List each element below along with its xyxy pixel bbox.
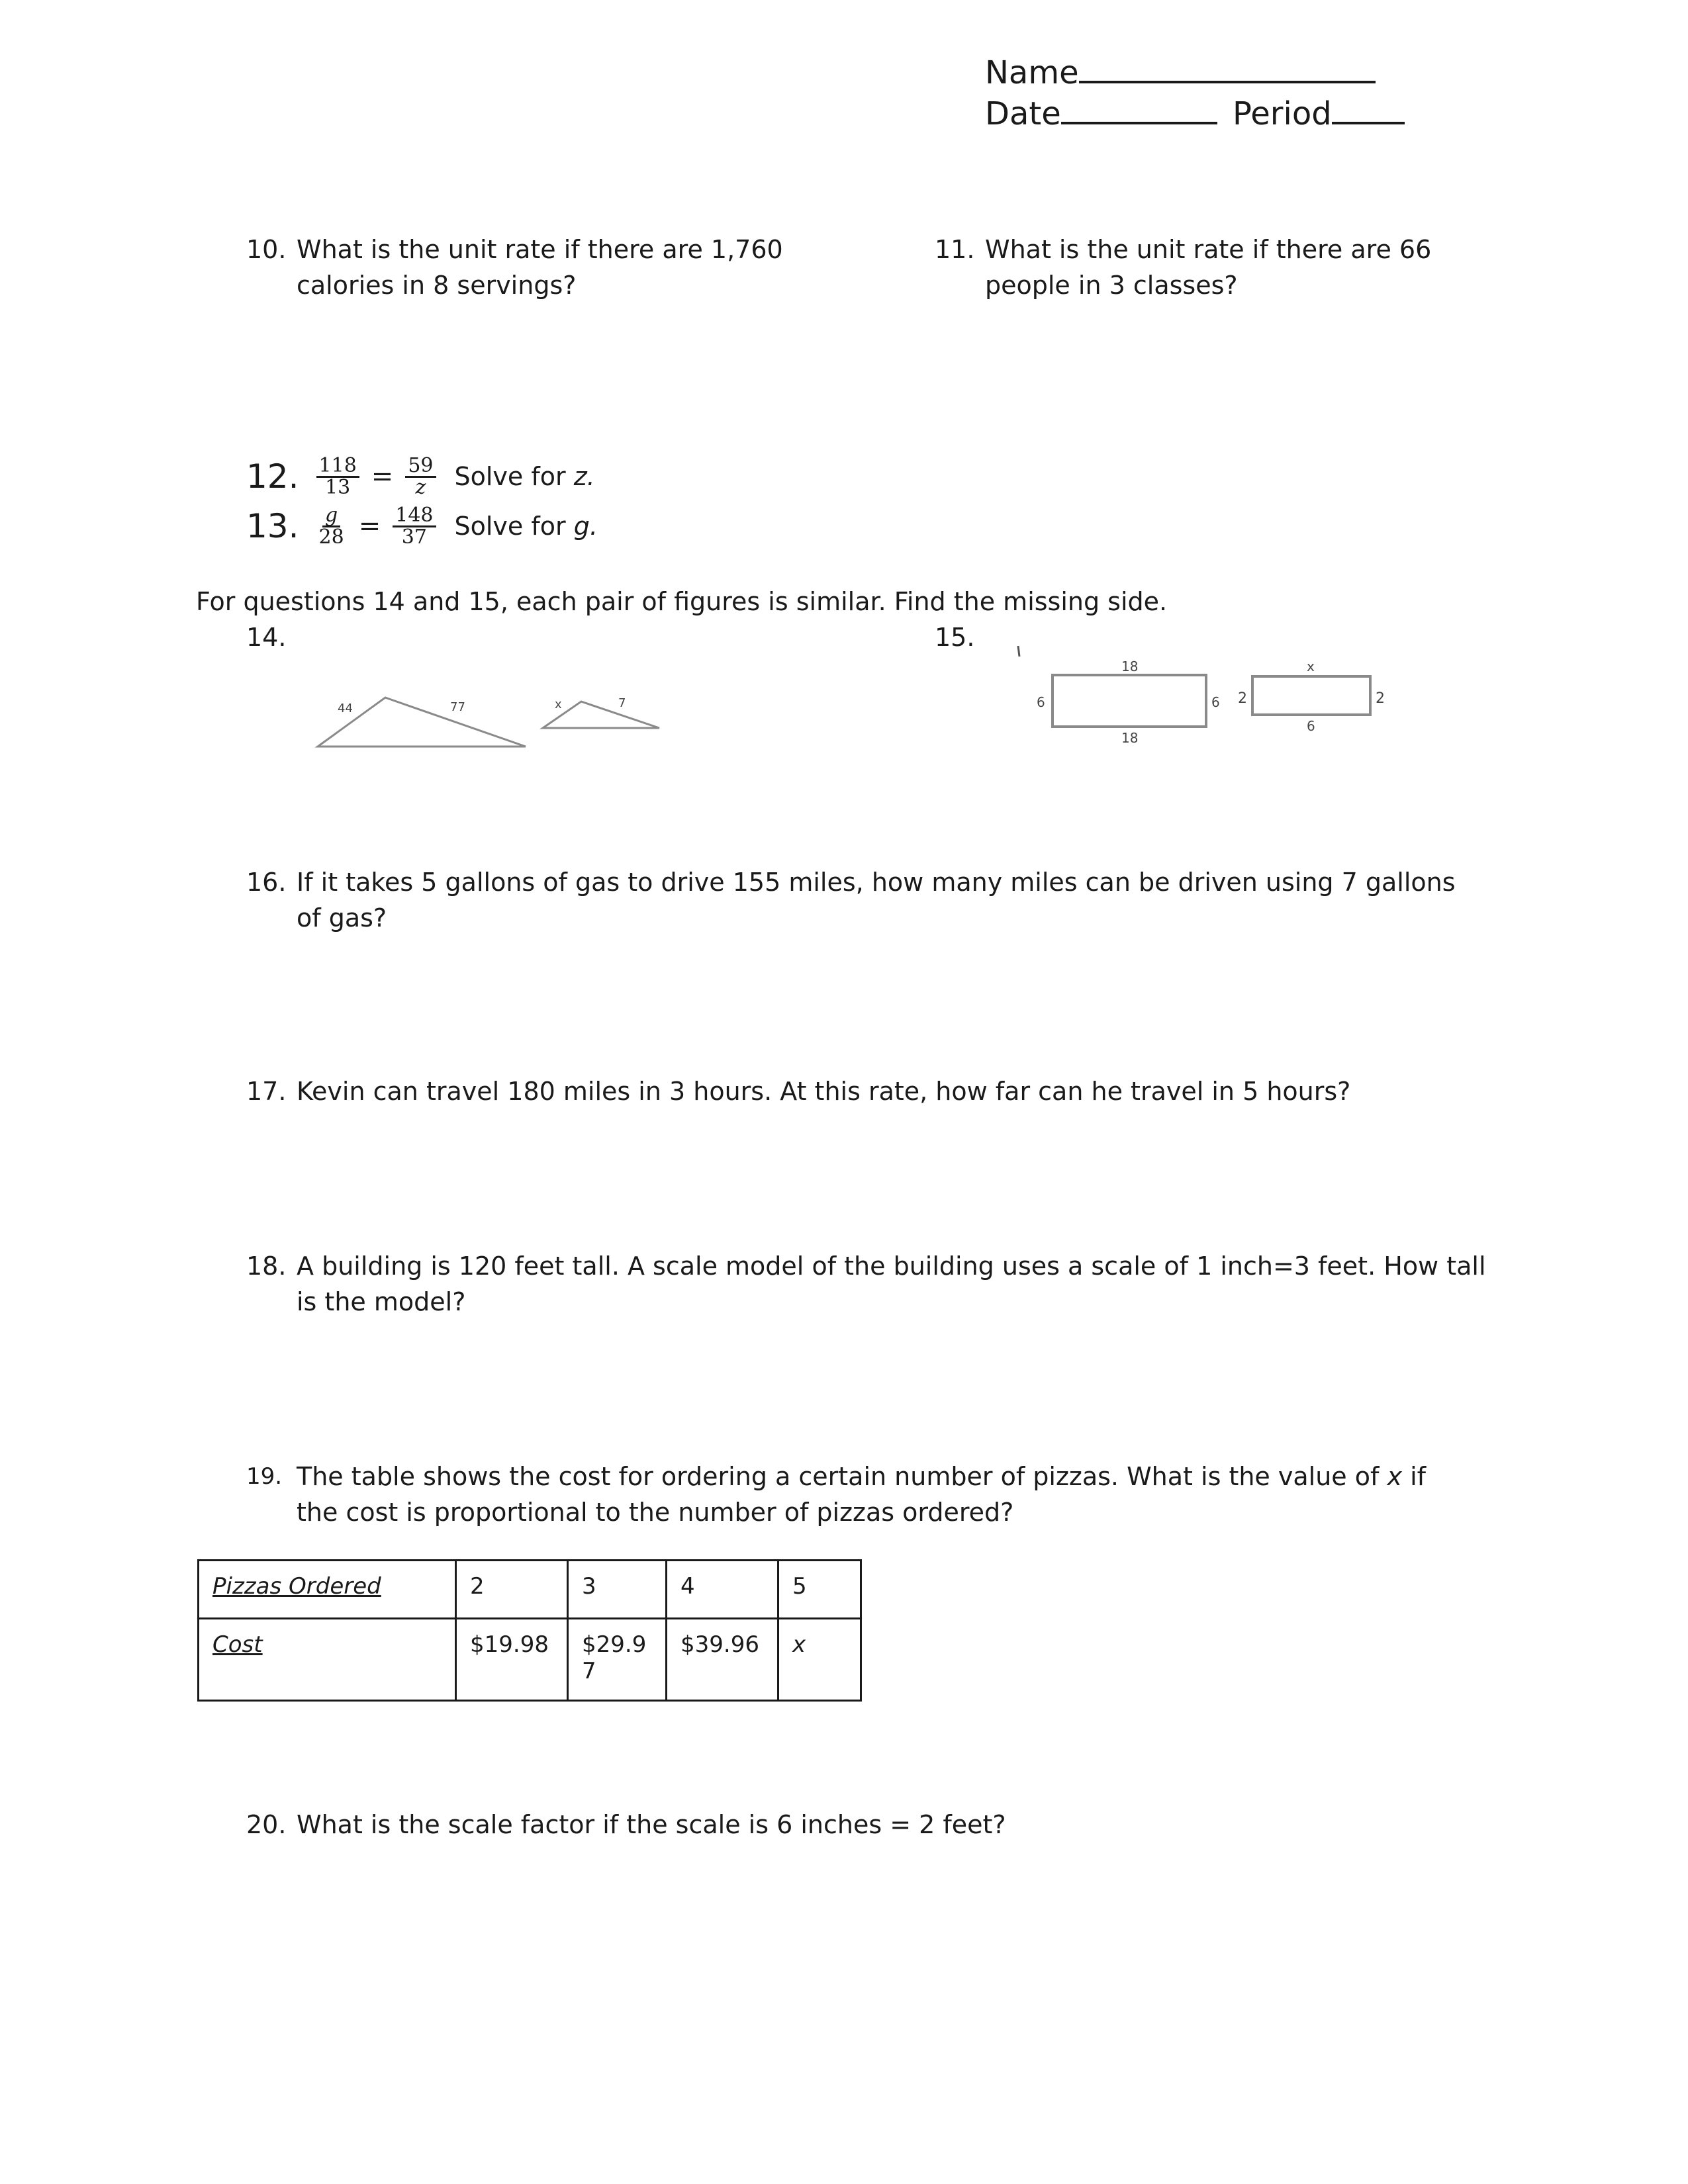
question-text: What is the unit rate if there are 66 — [985, 235, 1432, 264]
question-text: The table shows the cost for ordering a certain number of pizzas. What is the value of x if — [297, 1462, 1426, 1491]
solve-instruction: Solve for z. — [454, 462, 595, 491]
small-rect-right-label: 2 — [1376, 690, 1385, 707]
small-rectangle — [1252, 676, 1370, 715]
question-19 — [246, 1459, 1570, 1531]
similar-figures-intro: For questions 14 and 15, each pair of figures is similar. Find the missing side. — [196, 587, 1168, 616]
small-triangle-left-label: x — [555, 698, 562, 711]
question-number: 18. — [246, 1251, 287, 1281]
question-text: of gas? — [297, 903, 387, 933]
question-text: If it takes 5 gallons of gas to drive 155 miles, how many miles can be driven using 7 gallons — [297, 868, 1456, 897]
question-text: A building is 120 feet tall. A scale model of the building uses a scale of 1 inch=3 feet. How tall — [297, 1251, 1486, 1281]
big-rectangle — [1053, 675, 1206, 727]
fraction-right: $\frac{148}{37}$ — [393, 506, 436, 547]
row-label-pizzas: Pizzas Ordered — [199, 1561, 456, 1619]
date-label: Date — [985, 95, 1061, 132]
pizza-cost-table — [197, 1559, 862, 1702]
small-rect-top-label: x — [1307, 659, 1315, 674]
header-date-line — [985, 94, 1405, 134]
question-16 — [246, 864, 1570, 937]
name-blank[interactable] — [1079, 81, 1376, 83]
question-11 — [935, 232, 1530, 304]
solve-instruction: Solve for g. — [454, 512, 598, 541]
table-cell: 5 — [778, 1561, 861, 1619]
table-cell: $29.9 7 — [568, 1619, 667, 1701]
question-18 — [246, 1248, 1577, 1321]
question-number: 16. — [246, 868, 287, 897]
question-text: is the model? — [297, 1287, 466, 1316]
big-triangle-right-label: 77 — [450, 700, 465, 714]
name-label: Name — [985, 54, 1079, 91]
big-rect-right-label: 6 — [1211, 694, 1220, 710]
period-blank[interactable] — [1332, 122, 1405, 124]
question-20 — [246, 1807, 1570, 1844]
table-cell: 3 — [568, 1561, 667, 1619]
question-text: calories in 8 servings? — [297, 271, 577, 300]
big-rect-bottom-label: 18 — [1121, 730, 1139, 746]
table-cell: $19.98 — [456, 1619, 568, 1701]
table-cell: $39.96 — [667, 1619, 778, 1701]
table-row — [199, 1561, 861, 1619]
question-14-figures — [305, 682, 675, 754]
header-name-line — [985, 53, 1376, 93]
big-triangle-left-label: 44 — [338, 702, 353, 715]
table-cell: x — [778, 1619, 861, 1701]
question-number: 12. — [246, 457, 299, 496]
question-text: What is the unit rate if there are 1,760 — [297, 235, 783, 264]
table-cell: 2 — [456, 1561, 568, 1619]
big-rect-top-label: 18 — [1121, 659, 1139, 674]
small-rect-left-label: 2 — [1238, 690, 1247, 707]
question-number: 10. — [246, 235, 287, 264]
fraction-right: $\frac{59}{z}$ — [405, 456, 436, 498]
question-text: What is the scale factor if the scale is 6 inches = 2 feet? — [297, 1810, 1006, 1839]
equals-sign: = — [358, 511, 381, 541]
question-number: 17. — [246, 1077, 287, 1106]
stray-mark — [1018, 646, 1019, 657]
question-number: 19. — [246, 1463, 283, 1490]
question-12 — [246, 450, 595, 503]
table-cell: 4 — [667, 1561, 778, 1619]
question-10 — [246, 232, 842, 304]
question-text: people in 3 classes? — [985, 271, 1238, 300]
period-label: Period — [1233, 95, 1332, 132]
date-blank[interactable] — [1061, 122, 1217, 124]
question-number: 20. — [246, 1810, 287, 1839]
question-number: 13. — [246, 507, 299, 545]
question-number: 11. — [935, 235, 975, 264]
fraction-left: $\frac{118}{13}$ — [316, 456, 359, 498]
fraction-left: $\frac{g}{28}$ — [318, 503, 344, 549]
question-15-number: 15. — [935, 623, 975, 652]
small-rect-bottom-label: 6 — [1307, 718, 1315, 734]
question-15-figures — [1013, 642, 1410, 754]
small-triangle-right-label: 7 — [618, 696, 626, 710]
question-13 — [246, 500, 598, 553]
table-row — [199, 1619, 861, 1701]
question-text: the cost is proportional to the number of pizzas ordered? — [297, 1498, 1014, 1527]
question-14-number: 14. — [246, 623, 287, 652]
equals-sign: = — [371, 461, 394, 492]
big-rect-left-label: 6 — [1037, 694, 1045, 710]
question-text: Kevin can travel 180 miles in 3 hours. At this rate, how far can he travel in 5 hours? — [297, 1077, 1351, 1106]
row-label-cost: Cost — [199, 1619, 456, 1701]
question-17 — [246, 1073, 1570, 1111]
